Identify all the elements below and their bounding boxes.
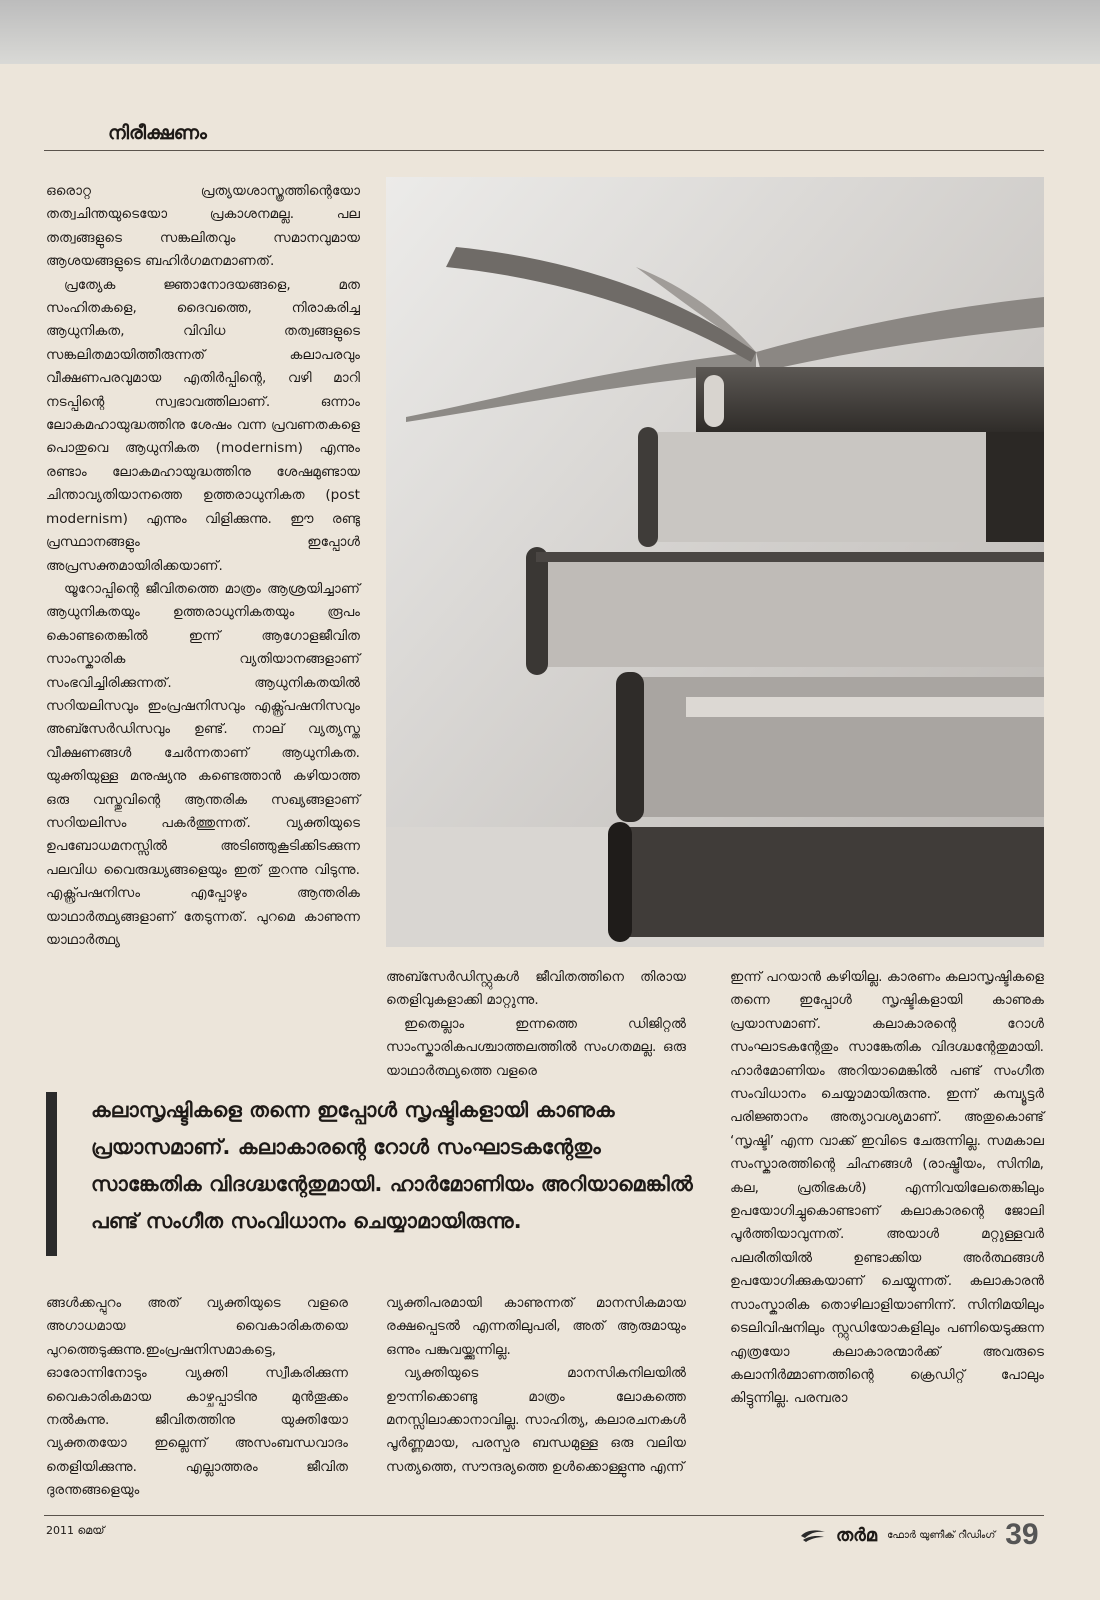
article-column-2 [386,966,686,1083]
paragraph: പ്രത്യേക ജ്ഞാനോദയങ്ങളെ, മത സംഹിതകളെ, ദൈവത്തെ, നിരാകരിച്ച ആധുനികത, വിവിധ തത്വങ്ങളുടെ സങ്കലിതമായിത്തീരുന്നത് കലാപരവും വീക്ഷണപരവുമായ എതിർപ്പിന്റെ, വഴി മാറി നടപ്പിന്റെ സ്വഭാവത്തിലാണ്. ഒന്നാം ലോകമഹായുദ്ധത്തിനു ശേഷം വന്ന പ്രവണതകളെ പൊതുവെ ആധുനികത (modernism) എന്നും രണ്ടാം ലോകമഹായുദ്ധത്തിനു ശേഷമുണ്ടായ ചിന്താവ്യതിയാനത്തെ ഉത്തരാധുനികത (post modernism) എന്നും വിളിക്കുന്നു. ഈ രണ്ടു പ്രസ്ഥാനങ്ങളും ഇപ്പോൾ അപ്രസക്തമായിരിക്കയാണ്. [46,276,360,574]
article-column-5 [386,1292,686,1479]
paragraph: ഒരൊറ്റ പ്രത്യയശാസ്ത്രത്തിന്റെയോ തത്വചിന്തയുടെയോ പ്രകാശനമല്ല. പല തത്വങ്ങളുടെ സങ്കലിതവും സമാനവുമായ ആശയങ്ങളുടെ ബഹിർഗമനമാണത്. [46,183,360,270]
article-column-3 [730,966,1044,1411]
issue-date: 2011 മെയ് [46,1524,105,1537]
brand-logo-icon [800,1528,826,1542]
brand-tagline: ഫോർ യുണീക് റീഡിംഗ് [887,1529,996,1541]
page-number: 39 [1005,1518,1039,1551]
article-column-1 [46,180,360,952]
paragraph: വ്യക്തിയുടെ മാനസികനിലയിൽ ഊന്നിക്കൊണ്ടു മാത്രം ലോകത്തെ മനസ്സിലാക്കാനാവില്ല. സാഹിത്യ, കലാരചനകൾ പൂർണ്ണമായ, പരസ്പര ബന്ധമുള്ള ഒരു വലിയ സത്യത്തെ, സൗന്ദര്യത്തെ ഉൾക്കൊള്ളുന്നു എന്ന് [386,1365,686,1475]
paragraph: അബ്സേർഡിസ്റ്റുകൾ ജീവിതത്തിനെ തിരായ തെളിവുകളാക്കി മാറ്റുന്നു. [386,969,686,1009]
paragraph: ങ്ങൾക്കപ്പുറം അത് വ്യക്തിയുടെ വളരെ അഗാധമായ വൈകാരികതയെ പുറത്തെടുക്കുന്നു.ഇംപ്രഷനിസമാകട്ടെ, ഓരോന്നിനോടും വ്യക്തി സ്വീകരിക്കുന്ന വൈകാരികമായ കാഴ്ചപ്പാടിനു മുൻതൂക്കം നൽകുന്നു. ജീവിതത്തിനു യുക്തിയോ വ്യക്തതയോ ഇല്ലെന്ന് അസംബന്ധവാദം തെളിയിക്കുന്നു. എല്ലാത്തരം ജീവിത ദുരന്തങ്ങളെയും [46,1295,348,1499]
paragraph: ഇന്ന് പറയാൻ കഴിയില്ല. കാരണം കലാസൃഷ്ടികളെ തന്നെ ഇപ്പോൾ സൃഷ്ടികളായി കാണുക പ്രയാസമാണ്. കലാകാരന്റെ റോൾ സംഘാടകന്റേതും സാങ്കേതിക വിദഗ്ദ്ധന്റേതുമായി. ഹാർമോണിയം അറിയാമെങ്കിൽ പണ്ട് സംഗീത സംവിധാനം ചെയ്യാമായിരുന്നു. ഇന്ന് കമ്പ്യൂട്ടർ പരിജ്ഞാനം അത്യാവശ്യമാണ്. അതുകൊണ്ട് ‘സൃഷ്ടി’ എന്ന വാക്ക് ഇവിടെ ചേരുന്നില്ല. സമകാല സംസ്കാരത്തിന്റെ ചിഹ്നങ്ങൾ (രാഷ്ട്രീയം, സിനിമ, കല, പ്രതിഭകൾ) എന്നിവയിലേതെങ്കിലും ഉപയോഗിച്ചുകൊണ്ടാണ് കലാകാരന്റെ ജോലി പൂർത്തിയാവുന്നത്. അയാൾ മറ്റുള്ളവർ പലരീതിയിൽ ഉണ്ടാക്കിയ അർത്ഥങ്ങൾ ഉപയോഗിക്കുകയാണ് ചെയ്യുന്നത്. കലാകാരൻ സാംസ്കാരിക തൊഴിലാളിയാണിന്ന്. സിനിമയിലും ടെലിവിഷനിലും സ്റ്റുഡിയോകളിലും പണിയെടുക്കുന്ന എത്രയോ കലാകാരന്മാർക്ക് അവരുടെ കലാനിർമ്മാണത്തിന്റെ ക്രെഡിറ്റ് പോലും കിട്ടുന്നില്ല. പരമ്പരാ [730,969,1044,1407]
paragraph: ഇതെല്ലാം ഇന്നത്തെ ഡിജിറ്റൽ സാംസ്കാരികപശ്ചാത്തലത്തിൽ സംഗതമല്ല. ഒരു യാഥാർത്ഥ്യത്തെ വളരെ [386,1015,686,1079]
books-stack-photo [386,177,1044,947]
footer-rule [44,1515,1044,1516]
header-rule [44,150,1044,151]
paragraph: യൂറോപ്പിന്റെ ജീവിതത്തെ മാത്രം ആശ്രയിച്ചാണ് ആധുനികതയും ഉത്തരാധുനികതയും രൂപം കൊണ്ടതെങ്കിൽ ഇന്ന് ആഗോളജീവിത സാംസ്കാരിക വ്യതിയാനങ്ങളാണ് സംഭവിച്ചിരിക്കുന്നത്. ആധുനികതയിൽ സറിയലിസവും ഇംപ്രഷനിസവും എക്സ്പ്രഷനിസവും അബ്സേർഡിസവും ഉണ്ട്. നാല് വ്യത്യസ്ത വീക്ഷണങ്ങൾ ചേർന്നതാണ് ആധുനികത. യുക്തിയുള്ള മനുഷ്യനു കണ്ടെത്താൻ കഴിയാത്ത ഒരു വസ്തുവിന്റെ ആന്തരിക സഖ്യങ്ങളാണ് സറിയലിസം പകർത്തുന്നത്. വ്യക്തിയുടെ ഉപബോധമനസ്സിൽ അടിഞ്ഞുകൂടിക്കിടക്കുന്ന പലവിധ വൈരുദ്ധ്യങ്ങളെയും ഇത് തുറന്നു വിടുന്നു. എക്സ്പ്രഷനിസം എപ്പോഴും ആന്തരിക യാഥാർത്ഥ്യങ്ങളാണ് തേടുന്നത്. പുറമെ കാണുന്ന യാഥാർത്ഥ്യ [46,580,360,948]
section-title: നിരീക്ഷണം [108,122,207,144]
footer-brand [800,1518,1039,1552]
pull-quote-text: കലാസൃഷ്ടികളെ തന്നെ ഇപ്പോൾ സൃഷ്ടികളായി കാണുക പ്രയാസമാണ്. കലാകാരന്റെ റോൾ സംഘാടകന്റേതും സാങ്കേതിക വിദഗ്ദ്ധന്റേതുമായി. ഹാർമോണിയം അറിയാമെങ്കിൽ പണ്ട് സംഗീത സംവിധാനം ചെയ്യാമായിരുന്നു. [91,1098,693,1233]
article-column-4 [46,1292,348,1503]
paragraph: വ്യക്തിപരമായി കാണുന്നത് മാനസികമായ രക്ഷപ്പെടൽ എന്നതിലുപരി, അത് ആരുമായും ഒന്നും പങ്കുവയ്ക്കുന്നില്ല. [386,1295,686,1358]
scan-top-strip [0,0,1100,64]
brand-name: തർമ [836,1524,878,1546]
pull-quote [46,1092,700,1256]
